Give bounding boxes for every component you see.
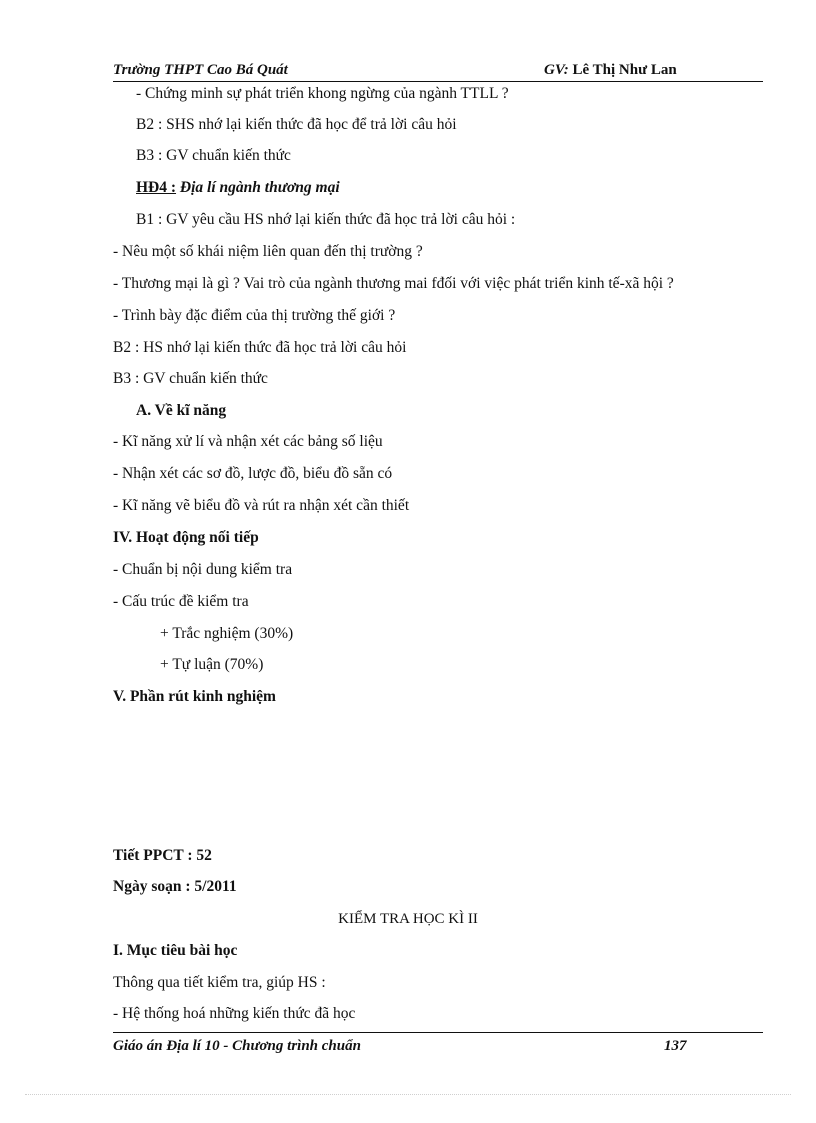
body-line: B3 : GV chuẩn kiến thức bbox=[136, 147, 291, 164]
exam-title: KIỂM TRA HỌC KÌ II bbox=[338, 911, 478, 927]
section-heading: V. Phần rút kinh nghiệm bbox=[113, 688, 276, 705]
school-name: Trường THPT Cao Bá Quát bbox=[113, 62, 288, 78]
body-line: - Nêu một số khái niệm liên quan đến thị trường ? bbox=[113, 243, 423, 260]
body-line: - Chứng minh sự phát triển khong ngừng của ngành TTLL ? bbox=[136, 85, 509, 102]
body-line: + Tự luận (70%) bbox=[160, 656, 264, 673]
footer-title: Giáo án Địa lí 10 - Chương trình chuẩn bbox=[113, 1038, 361, 1054]
page-number: 137 bbox=[664, 1038, 687, 1054]
body-line: - Kĩ năng vẽ biểu đồ và rút ra nhận xét cần thiết bbox=[113, 497, 410, 514]
lesson-number: Tiết PPCT : 52 bbox=[113, 847, 212, 864]
body-line: - Cấu trúc đề kiểm tra bbox=[113, 593, 249, 610]
teacher-info bbox=[544, 62, 677, 79]
body-line: B1 : GV yêu cầu HS nhớ lại kiến thức đã học trả lời câu hỏi : bbox=[136, 211, 516, 228]
page-header bbox=[113, 61, 763, 82]
body-line: B3 : GV chuẩn kiến thức bbox=[113, 370, 268, 387]
page-footer bbox=[113, 1032, 763, 1057]
body-line: B2 : HS nhớ lại kiến thức đã học trả lời câu hỏi bbox=[113, 339, 407, 356]
body-line: - Chuẩn bị nội dung kiểm tra bbox=[113, 561, 293, 578]
hd4-heading bbox=[136, 178, 340, 198]
body-line: - Thương mại là gì ? Vai trò của ngành thương mai fđối với việc phát triển kinh tế-xã hội ? bbox=[113, 275, 674, 292]
body-line: - Kĩ năng xử lí và nhận xét các bảng số liệu bbox=[113, 433, 383, 450]
teacher-name: Lê Thị Như Lan bbox=[572, 62, 677, 78]
skills-heading: A. Về kĩ năng bbox=[136, 402, 227, 419]
hd4-label: HĐ4 : bbox=[136, 179, 177, 196]
page-bottom-divider bbox=[25, 1094, 791, 1095]
prep-date: Ngày soạn : 5/2011 bbox=[113, 878, 237, 895]
section-heading: I. Mục tiêu bài học bbox=[113, 942, 238, 959]
body-line: - Trình bày đặc điểm của thị trường thế giới ? bbox=[113, 307, 396, 324]
section-heading: IV. Hoạt động nối tiếp bbox=[113, 529, 259, 546]
body-line: Thông qua tiết kiểm tra, giúp HS : bbox=[113, 974, 326, 991]
body-line: + Trắc nghiệm (30%) bbox=[160, 625, 294, 642]
gv-label: GV: bbox=[544, 62, 569, 78]
body-line: - Hệ thống hoá những kiến thức đã học bbox=[113, 1005, 356, 1022]
hd4-title: Địa lí ngành thương mại bbox=[179, 179, 340, 196]
body-line: - Nhận xét các sơ đồ, lược đồ, biểu đồ sẵn có bbox=[113, 465, 393, 482]
body-line: B2 : SHS nhớ lại kiến thức đã học để trả lời câu hỏi bbox=[136, 116, 457, 133]
